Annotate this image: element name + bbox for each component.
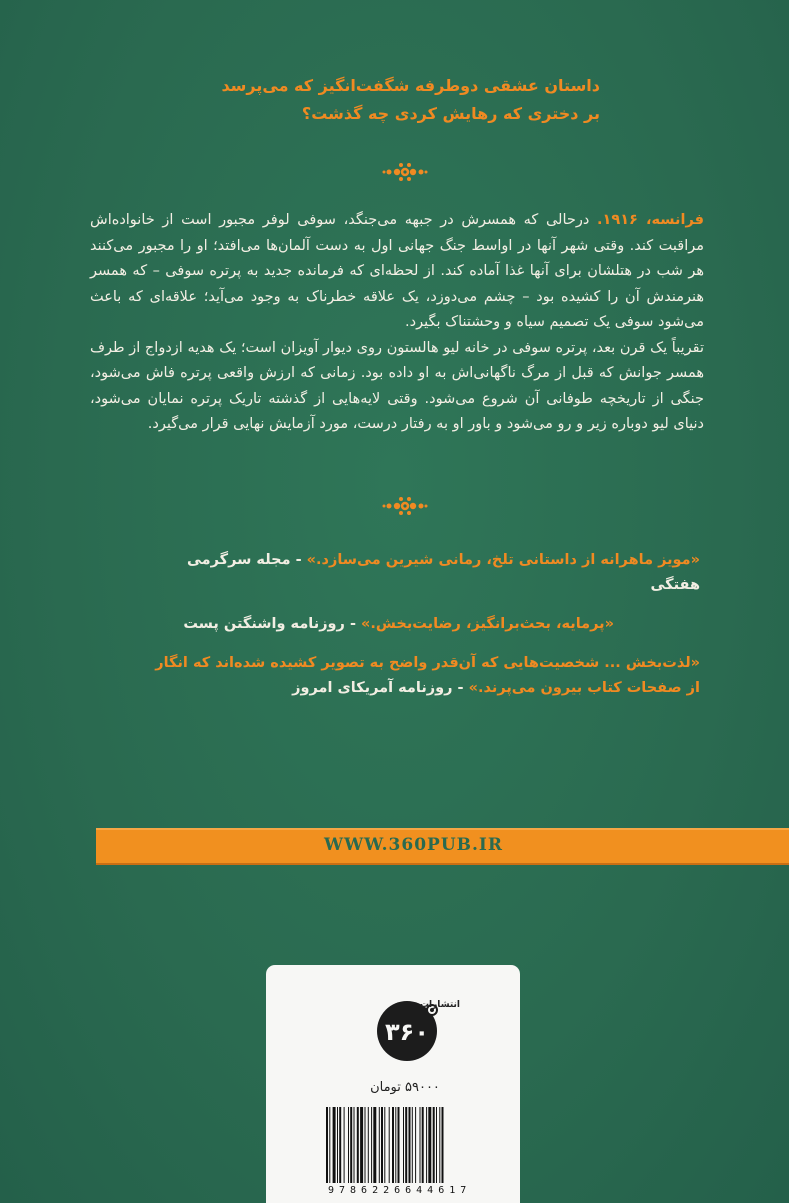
website-url[interactable]: WWW.360PUB.IR bbox=[324, 835, 504, 855]
synopsis-paragraph-1 bbox=[90, 208, 704, 336]
barcode-icon bbox=[322, 1105, 498, 1185]
blurb-source: - روزنامه واشنگتن پست bbox=[183, 616, 362, 632]
tagline-line-2: بر دختری که رهایش کردی چه گذشت؟ bbox=[301, 104, 600, 123]
publisher-logo-number: ۳۶۰ bbox=[385, 1018, 429, 1046]
review-blurbs bbox=[140, 548, 700, 715]
blurb-1 bbox=[140, 548, 700, 598]
synopsis-paragraph-2: تقریباً یک قرن بعد، پرتره سوفی در خانه لیو هالستون روی دیوار آویزان است؛ یک هدیه ازدواج از طرف همسر جوانش که قبل از مرگ ناگهانی‌اش به او داده بود. زمانی که ارزش واقعی پرتره فاش می‌شود، جنگی از تاریخچه طوفانی آن شروع می‌شود. وقتی لایه‌هایی از گذشته تاریک پرتره نمایان می‌شود، دنیای لیو دوباره زیر و رو می‌شود و باور او به رفتار درست، مورد آزمایش نهایی قرار می‌گیرد. bbox=[90, 339, 704, 432]
website-band bbox=[96, 828, 789, 865]
blurb-3 bbox=[140, 651, 700, 701]
blurb-quote: «پرمایه، بحث‌برانگیز، رضایت‌بخش.» bbox=[361, 616, 614, 632]
blurb-2 bbox=[140, 612, 700, 637]
blurb-source: - روزنامه آمریکای امروز bbox=[292, 680, 469, 696]
ornament-flourish-icon bbox=[380, 160, 430, 184]
price: ۵۹۰۰۰ تومان bbox=[370, 1080, 440, 1095]
tagline-line-1: داستان عشقی دوطرفه شگفت‌انگیز که می‌پرسد bbox=[221, 76, 600, 95]
place-date: فرانسه، ۱۹۱۶. bbox=[596, 212, 704, 228]
blurb-quote: «مویز ماهرانه از داستانی تلخ، رمانی شیرین می‌سازد.» bbox=[306, 552, 700, 568]
synopsis bbox=[90, 208, 704, 438]
ornament-flourish-icon bbox=[380, 494, 430, 518]
tagline bbox=[60, 72, 600, 128]
publisher-name: انتشارات bbox=[420, 1000, 460, 1010]
blurb-source: - مجله سرگرمی هفتگی bbox=[186, 552, 700, 593]
isbn-number: 9786226644617 bbox=[328, 1185, 472, 1196]
blurb-quote: «لذت‌بخش ... شخصیت‌هایی که آن‌قدر واضح به تصویر کشیده شده‌اند که انگار از صفحات کتاب بیرون می‌پرند.» bbox=[155, 655, 700, 696]
synopsis-text-1: درحالی که همسرش در جبهه می‌جنگد، سوفی لوفر مجبور است از خانواده‌اش مراقبت کند. وقتی شهر آنها در اواسط جنگ جهانی اول به دست آلمان‌ها می‌افتد؛ او را مجبور می‌کنند هر شب در هتلشان برای آنها غذا آماده کند. از لحظه‌ای که فرمانده جدید به پرتره سوفی – که همسر هنرمندش آن را کشیده بود – چشم می‌دوزد، یک علاقه خطرناک به وجود می‌آید؛ علاقه‌ای که باعث می‌شود سوفی یک تصمیم سیاه و وحشتناک بگیرد. bbox=[90, 212, 704, 330]
